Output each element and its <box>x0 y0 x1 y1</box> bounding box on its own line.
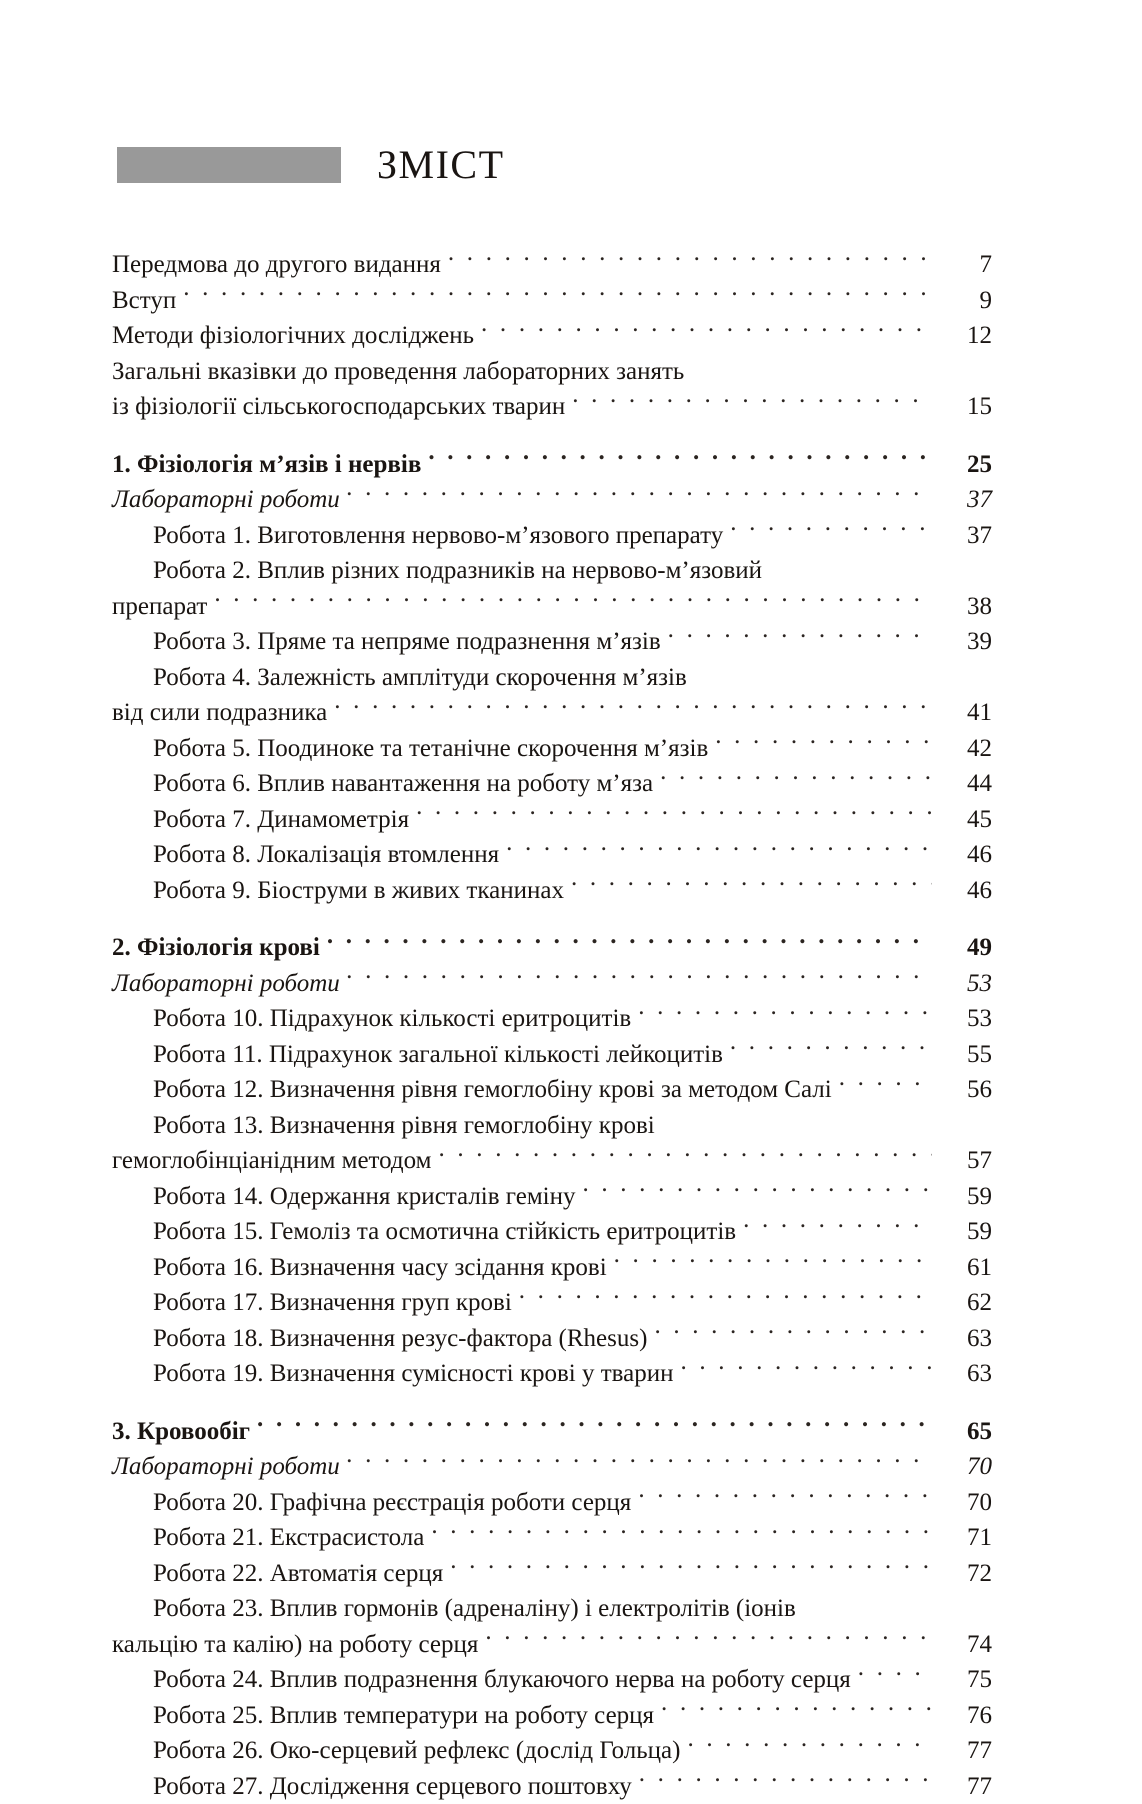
toc-dot-leader <box>743 1214 932 1239</box>
toc-dot-leader <box>661 1698 932 1723</box>
toc-entry[interactable] <box>112 1414 992 1450</box>
toc-entry-label: Методи фізіологічних досліджень <box>112 318 474 354</box>
toc-entry-label: Робота 24. Вплив подразнення блукаючого нерва на роботу серця <box>112 1662 851 1698</box>
toc-entry[interactable] <box>112 1627 992 1663</box>
toc-page-number: 15 <box>936 389 992 425</box>
toc-entry-label: Робота 13. Визначення рівня гемоглобіну крові <box>112 1108 655 1144</box>
toc-entry-label: Робота 18. Визначення резус-фактора (Rhesus) <box>112 1321 647 1357</box>
toc-entry[interactable] <box>112 837 992 873</box>
toc-dot-leader <box>572 389 932 414</box>
toc-entry[interactable] <box>112 1698 992 1734</box>
toc-entry[interactable] <box>112 1520 992 1556</box>
toc-entry[interactable] <box>112 318 992 354</box>
toc-page-number: 61 <box>936 1250 992 1286</box>
toc-entry[interactable] <box>112 518 992 554</box>
toc-page-number: 59 <box>936 1179 992 1215</box>
toc-page-number: 37 <box>936 518 992 554</box>
toc-dot-leader <box>334 695 932 720</box>
toc-dot-leader <box>571 873 932 898</box>
toc-entry-label: Робота 23. Вплив гормонів (адреналіну) і електролітів (іонів <box>112 1591 796 1627</box>
toc-dot-leader <box>614 1250 932 1275</box>
toc-page-number: 46 <box>936 873 992 909</box>
toc-page-number: 75 <box>936 1662 992 1698</box>
toc-entry[interactable] <box>112 283 992 319</box>
toc-dot-leader <box>638 1001 932 1026</box>
toc-page-number: 42 <box>936 731 992 767</box>
toc-dot-leader <box>327 930 932 955</box>
toc-entry[interactable] <box>112 1143 992 1179</box>
toc-entry-label: Робота 10. Підрахунок кількості еритроцитів <box>112 1001 631 1037</box>
toc-entry-label: Робота 19. Визначення сумісності крові у тварин <box>112 1356 674 1392</box>
toc-entry-label: Вступ <box>112 283 176 319</box>
toc-entry[interactable] <box>112 660 992 696</box>
toc-entry-label: Робота 22. Автоматія серця <box>112 1556 443 1592</box>
table-of-contents <box>112 247 992 1804</box>
toc-entry[interactable] <box>112 1556 992 1592</box>
toc-page-number: 44 <box>936 766 992 802</box>
toc-page-number: 57 <box>936 1143 992 1179</box>
toc-page-number: 25 <box>936 447 992 483</box>
toc-entry-label: Лабораторні роботи <box>112 482 340 518</box>
toc-entry-label: Робота 8. Локалізація втомлення <box>112 837 499 873</box>
toc-entry-label: Робота 16. Визначення часу зсідання крові <box>112 1250 607 1286</box>
page-heading <box>117 145 505 185</box>
toc-entry-label: Робота 26. Око-серцевий рефлекс (дослід Гольца) <box>112 1733 680 1769</box>
toc-entry-label: Робота 25. Вплив температури на роботу серця <box>112 1698 654 1734</box>
toc-dot-leader <box>638 1485 932 1510</box>
toc-dot-leader <box>347 1449 932 1474</box>
toc-page-number: 56 <box>936 1072 992 1108</box>
toc-entry[interactable] <box>112 802 992 838</box>
toc-page-number: 77 <box>936 1733 992 1769</box>
toc-entry-label: Робота 12. Визначення рівня гемоглобіну крові за методом Салі <box>112 1072 832 1108</box>
toc-page-number: 55 <box>936 1037 992 1073</box>
toc-page-number: 62 <box>936 1285 992 1321</box>
toc-entry-label: Робота 21. Екстрасистола <box>112 1520 424 1556</box>
toc-entry[interactable] <box>112 1485 992 1521</box>
toc-entry-label: із фізіології сільськогосподарських тварин <box>112 389 565 425</box>
toc-dot-leader <box>639 1769 932 1794</box>
toc-page-number: 7 <box>936 247 992 283</box>
toc-entry-label: 1. Фізіологія м’язів і нервів <box>112 447 421 483</box>
toc-page-number: 46 <box>936 837 992 873</box>
toc-entry-label: Лабораторні роботи <box>112 1449 340 1485</box>
toc-page-number: 39 <box>936 624 992 660</box>
toc-page-number: 63 <box>936 1321 992 1357</box>
toc-entry-label: 3. Кровообіг <box>112 1414 250 1450</box>
toc-entry[interactable] <box>112 1321 992 1357</box>
toc-entry-label: Робота 2. Вплив різних подразників на нервово-м’язовий <box>112 553 762 589</box>
toc-dot-leader <box>519 1285 932 1310</box>
toc-entry[interactable] <box>112 1449 992 1485</box>
toc-page-number: 49 <box>936 930 992 966</box>
toc-entry-label: Робота 3. Пряме та непряме подразнення м’язів <box>112 624 661 660</box>
toc-page-number: 12 <box>936 318 992 354</box>
toc-entry[interactable] <box>112 1662 992 1698</box>
toc-dot-leader <box>485 1627 932 1652</box>
toc-entry[interactable] <box>112 1733 992 1769</box>
toc-page-number: 53 <box>936 1001 992 1037</box>
toc-dot-leader <box>416 802 932 827</box>
toc-dot-leader <box>730 518 932 543</box>
page-title: ЗМІСТ <box>377 145 505 185</box>
toc-dot-leader <box>450 1556 932 1581</box>
toc-dot-leader <box>439 1143 933 1168</box>
toc-page-number: 74 <box>936 1627 992 1663</box>
toc-entry[interactable] <box>112 695 992 731</box>
toc-dot-leader <box>660 766 932 791</box>
toc-entry[interactable] <box>112 1214 992 1250</box>
toc-page-number: 77 <box>936 1769 992 1804</box>
toc-entry-label: Робота 5. Поодиноке та тетанічне скорочення м’язів <box>112 731 708 767</box>
toc-entry-label: Робота 15. Гемоліз та осмотична стійкість еритроцитів <box>112 1214 736 1250</box>
toc-entry-label: кальцію та калію) на роботу серця <box>112 1627 478 1663</box>
toc-entry[interactable] <box>112 354 992 390</box>
toc-dot-leader <box>481 318 932 343</box>
toc-entry-label: Робота 1. Виготовлення нервово-м’язового препарату <box>112 518 723 554</box>
toc-entry[interactable] <box>112 482 992 518</box>
toc-page-number: 72 <box>936 1556 992 1592</box>
toc-page-number: 63 <box>936 1356 992 1392</box>
toc-entry[interactable] <box>112 624 992 660</box>
toc-page-number: 9 <box>936 283 992 319</box>
toc-dot-leader <box>428 447 932 472</box>
toc-section-spacer <box>112 1392 992 1414</box>
toc-entry-label: Передмова до другого видання <box>112 247 441 283</box>
toc-dot-leader <box>448 247 932 272</box>
toc-entry[interactable] <box>112 1072 992 1108</box>
toc-entry[interactable] <box>112 389 992 425</box>
toc-dot-leader <box>214 589 932 614</box>
toc-page-number: 59 <box>936 1214 992 1250</box>
toc-section-spacer <box>112 425 992 447</box>
toc-dot-leader <box>668 624 932 649</box>
toc-entry[interactable] <box>112 966 992 1002</box>
toc-entry[interactable] <box>112 247 992 283</box>
toc-entry-label: 2. Фізіологія крові <box>112 930 320 966</box>
toc-entry-label: Загальні вказівки до проведення лабораторних занять <box>112 354 684 390</box>
toc-dot-leader <box>681 1356 933 1381</box>
toc-dot-leader <box>582 1179 932 1204</box>
toc-dot-leader <box>431 1520 932 1545</box>
toc-entry-label: Робота 6. Вплив навантаження на роботу м’яза <box>112 766 653 802</box>
toc-page-number: 76 <box>936 1698 992 1734</box>
toc-entry-label: Робота 7. Динамометрія <box>112 802 409 838</box>
toc-page-number: 71 <box>936 1520 992 1556</box>
toc-entry[interactable] <box>112 930 992 966</box>
toc-entry[interactable] <box>112 1001 992 1037</box>
toc-entry-label: гемоглобінціанідним методом <box>112 1143 432 1179</box>
toc-page-number: 70 <box>936 1485 992 1521</box>
toc-entry[interactable] <box>112 1037 992 1073</box>
toc-entry-label: препарат <box>112 589 207 625</box>
toc-dot-leader <box>347 482 932 507</box>
toc-dot-leader <box>347 966 932 991</box>
toc-entry[interactable] <box>112 447 992 483</box>
toc-dot-leader <box>183 283 932 308</box>
toc-entry-label: Лабораторні роботи <box>112 966 340 1002</box>
toc-page-number: 53 <box>936 966 992 1002</box>
toc-entry-label: від сили подразника <box>112 695 327 731</box>
toc-entry[interactable] <box>112 589 992 625</box>
toc-entry-label: Робота 27. Дослідження серцевого поштовху <box>112 1769 632 1804</box>
toc-dot-leader <box>654 1321 932 1346</box>
toc-entry[interactable] <box>112 1356 992 1392</box>
toc-entry[interactable] <box>112 1250 992 1286</box>
toc-entry-label: Робота 20. Графічна реєстрація роботи серця <box>112 1485 631 1521</box>
toc-page-number: 41 <box>936 695 992 731</box>
toc-entry[interactable] <box>112 731 992 767</box>
toc-dot-leader <box>687 1733 932 1758</box>
toc-dot-leader <box>715 731 932 756</box>
toc-page-number: 45 <box>936 802 992 838</box>
toc-entry[interactable] <box>112 1108 992 1144</box>
toc-entry-label: Робота 17. Визначення груп крові <box>112 1285 512 1321</box>
toc-entry[interactable] <box>112 766 992 802</box>
toc-entry[interactable] <box>112 1591 992 1627</box>
toc-dot-leader <box>839 1072 932 1097</box>
toc-entry-label: Робота 14. Одержання кристалів геміну <box>112 1179 575 1215</box>
toc-page-number: 65 <box>936 1414 992 1450</box>
toc-dot-leader <box>730 1037 932 1062</box>
toc-dot-leader <box>506 837 932 862</box>
toc-entry[interactable] <box>112 1179 992 1215</box>
toc-page-number: 38 <box>936 589 992 625</box>
toc-entry[interactable] <box>112 1769 992 1804</box>
toc-entry-label: Робота 4. Залежність амплітуди скорочення м’язів <box>112 660 687 696</box>
toc-page-number: 70 <box>936 1449 992 1485</box>
toc-dot-leader <box>858 1662 932 1687</box>
toc-section-spacer <box>112 908 992 930</box>
toc-entry[interactable] <box>112 553 992 589</box>
toc-entry-label: Робота 11. Підрахунок загальної кількості лейкоцитів <box>112 1037 723 1073</box>
toc-dot-leader <box>257 1414 932 1439</box>
toc-entry[interactable] <box>112 873 992 909</box>
toc-page-number: 37 <box>936 482 992 518</box>
toc-entry[interactable] <box>112 1285 992 1321</box>
toc-entry-label: Робота 9. Біоструми в живих тканинах <box>112 873 564 909</box>
heading-decoration-bar <box>117 147 341 183</box>
